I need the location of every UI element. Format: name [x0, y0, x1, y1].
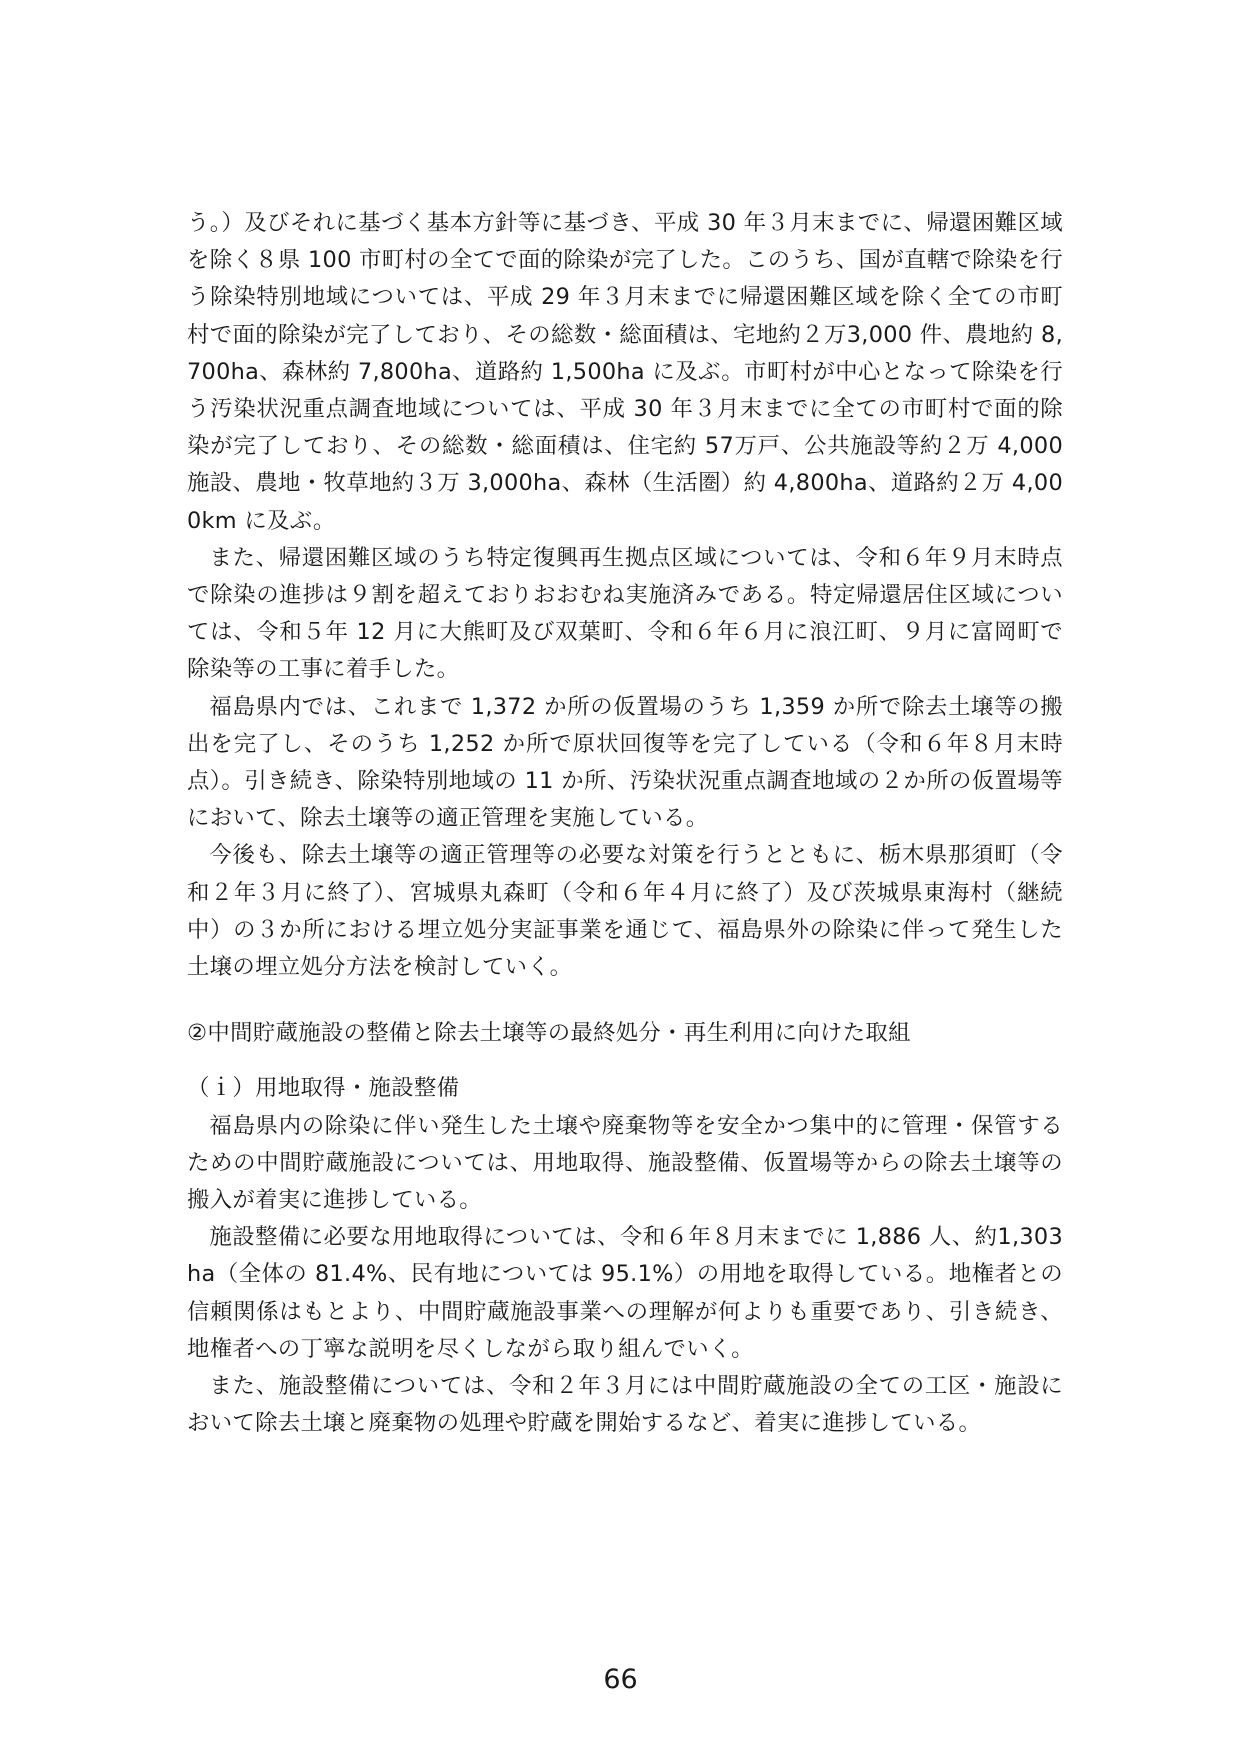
- paragraph-facility-construction: また、施設整備については、令和２年３月には中間貯蔵施設の全ての工区・施設において除去土壌と廃棄物の処理や貯蔵を開始するなど、着実に進捗している。: [187, 1373, 1063, 1437]
- paragraph-interim-storage-progress: 福島県内の除染に伴い発生した土壌や廃棄物等を安全かつ集中的に管理・保管するための中間貯蔵施設については、用地取得、施設整備、仮置場等からの除去土壌等の搬入が着実に進捗している。: [187, 1112, 1063, 1214]
- document-body: [187, 205, 1063, 1443]
- paragraph-landfill-demonstration: 今後も、除去土壌等の適正管理等の必要な対策を行うとともに、栃木県那須町（令和２年３月に終了）、宮城県丸森町（令和６年４月に終了）及び茨城県東海村（継続中）の３か所における埋立処分実証事業を通じて、福島県外の除染に伴って発生した土壌の埋立処分方法を検討していく。: [187, 842, 1063, 981]
- paragraph-decontamination-status: う。）及びそれに基づく基本方針等に基づき、平成 30 年３月末までに、帰還困難区域を除く８県 100 市町村の全てで面的除染が完了した。このうち、国が直轄で除染を行う除染特別地域については、平成 29 年３月末までに帰還困難区域を除く全ての市町村で面的除染が完了しており、その総数・総面積は、宅地約２万3,000 件、農地約 8,700ha、森林約 7,800ha、道路約 1,500ha に及ぶ。市町村が中心となって除染を行う汚染状況重点調査地域については、平成 30 年３月末までに全ての市町村で面的除染が完了しており、その総数・総面積は、住宅約 57万戸、公共施設等約２万 4,000 施設、農地・牧草地約３万 3,000ha、森林（生活圏）約 4,800ha、道路約２万 4,000km に及ぶ。: [187, 210, 1063, 534]
- paragraph-land-acquisition: 施設整備に必要な用地取得については、令和６年８月末までに 1,886 人、約1,303 ha（全体の 81.4%、民有地については 95.1%）の用地を取得している。地権者との信頼関係はもとより、中間貯蔵施設事業への理解が何よりも重要であり、引き続き、地権者への丁寧な説明を尽くしながら取り組んでいく。: [187, 1224, 1063, 1362]
- paragraph-temporary-storage: 福島県内では、これまで 1,372 か所の仮置場のうち 1,359 か所で除去土壌等の搬出を完了し、そのうち 1,252 か所で原状回復等を完了している（令和６年８月末時点）。引き続き、除染特別地域の 11 か所、汚染状況重点調査地域の２か所の仮置場等において、除去土壌等の適正管理を実施している。: [187, 693, 1063, 832]
- subsection-heading-land-acquisition: （ｉ）用地取得・施設整備: [187, 1075, 460, 1102]
- page-number: 66: [603, 1664, 638, 1695]
- paragraph-reconstruction-zone: また、帰還困難区域のうち特定復興再生拠点区域については、令和６年９月末時点で除染の進捗は９割を超えておりおおむね実施済みである。特定帰還居住区域については、令和５年 12 月に大熊町及び双葉町、令和６年６月に浪江町、９月に富岡町で除染等の工事に着手した。: [187, 544, 1063, 683]
- section-heading-interim-storage: ②中間貯蔵施設の整備と除去土壌等の最終処分・再生利用に向けた取組: [187, 1020, 911, 1047]
